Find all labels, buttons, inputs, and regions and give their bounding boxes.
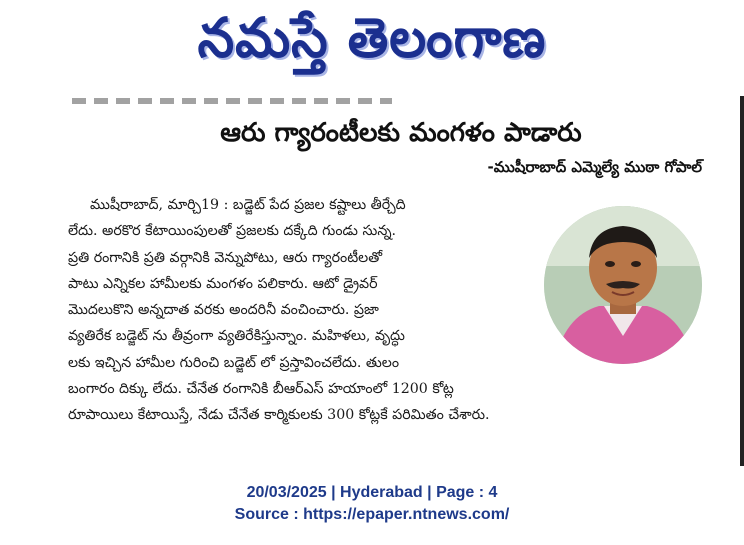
masthead [0, 0, 744, 90]
article-line: రూపాయిలు కేటాయిస్తే, నేడు చేనేత కార్మికులకు 300 కోట్లకే పరిమితం చేశారు. [68, 407, 490, 424]
newspaper-logo: నమస్తే తెలంగాణ [197, 6, 547, 70]
article-line: లేదు. అరకొర కేటాయింపులతో ప్రజలకు దక్కేది గుండు సున్న. [68, 223, 397, 240]
news-clipping [62, 96, 744, 466]
source-link[interactable]: Source : https://epaper.ntnews.com/ [234, 506, 510, 523]
dateline: 20/03/2025 | Hyderabad | Page : 4 [246, 484, 498, 501]
clipping-footer [0, 482, 744, 526]
article-body [68, 192, 538, 429]
clipping-cut-edge [72, 98, 392, 104]
article-line: ప్రతి రంగానికి ప్రతి వర్గానికి వెన్నుపోటు, ఆరు గ్యారంటీలతో [68, 249, 383, 266]
article-line: పాటు ఎన్నికల హామీలకు మంగళం పలికారు. ఆటో డ్రైవర్ [68, 275, 378, 292]
article-line: వ్యతిరేక బడ్జెట్ ను తీవ్రంగా వ్యతిరేకిస్తున్నాం. మహిళలు, వృద్ధు [68, 328, 405, 345]
clipping-border [740, 96, 744, 466]
article-line: లకు ఇచ్చిన హామీల గురించి బడ్జెట్ లో ప్రస్తావించలేదు. తులం [68, 354, 400, 371]
article-line: బంగారం దిక్కు లేదు. చేనేత రంగానికి బీఆర్ఎస్ హయాంలో 1200 కోట్ల [68, 381, 454, 398]
portrait-illustration [544, 206, 702, 364]
portrait-photo [544, 206, 702, 364]
article-headline: ఆరు గ్యారంటీలకు మంగళం పాడారు [220, 118, 582, 148]
article-byline: -ముషీరాబాద్ ఎమ్మెల్యే ముఠా గోపాల్ [487, 158, 702, 176]
article-line: మొదలుకొని అన్నదాత వరకు అందరినీ వంచించారు. ప్రజా [68, 302, 379, 319]
article-line: ముషీరాబాద్, మార్చి19 : బడ్జెట్ పేద ప్రజల కష్టాలు తీర్చేది [90, 197, 406, 213]
